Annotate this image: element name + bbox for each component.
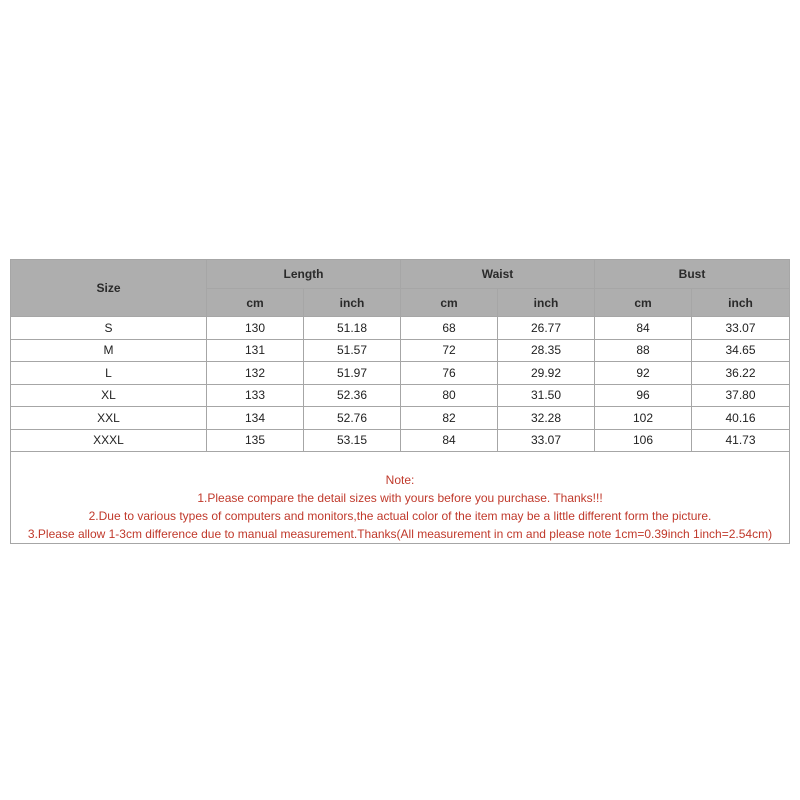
table-row — [11, 317, 790, 340]
value-cell: 72 — [401, 339, 498, 362]
note-line-3: 3.Please allow 1-3cm difference due to manual measurement.Thanks(All measurement in cm and please note 1cm=0.39inch 1inch=2.54cm) — [27, 527, 773, 541]
value-cell: 88 — [595, 339, 692, 362]
size-header: Size — [11, 260, 207, 317]
table-row — [11, 339, 790, 362]
notes-row — [11, 452, 790, 544]
value-cell: 37.80 — [692, 384, 790, 407]
value-cell: 96 — [595, 384, 692, 407]
bust-header: Bust — [595, 260, 790, 289]
value-cell: 82 — [401, 407, 498, 430]
value-cell: 102 — [595, 407, 692, 430]
note-line-2: 2.Due to various types of computers and monitors,the actual color of the item may be a little different form the picture. — [88, 509, 712, 523]
value-cell: 84 — [401, 429, 498, 452]
value-cell: 131 — [207, 339, 304, 362]
value-cell: 34.65 — [692, 339, 790, 362]
value-cell: 130 — [207, 317, 304, 340]
size-cell: XL — [11, 384, 207, 407]
size-cell: M — [11, 339, 207, 362]
value-cell: 52.36 — [304, 384, 401, 407]
unit-header: inch — [304, 289, 401, 317]
value-cell: 33.07 — [498, 429, 595, 452]
waist-header: Waist — [401, 260, 595, 289]
length-header: Length — [207, 260, 401, 289]
unit-header: inch — [498, 289, 595, 317]
value-cell: 53.15 — [304, 429, 401, 452]
table-row — [11, 429, 790, 452]
value-cell: 26.77 — [498, 317, 595, 340]
unit-header: cm — [207, 289, 304, 317]
note-line-1: 1.Please compare the detail sizes with yours before you purchase. Thanks!!! — [197, 491, 603, 505]
value-cell: 29.92 — [498, 362, 595, 385]
size-table — [10, 259, 790, 544]
table-row — [11, 384, 790, 407]
value-cell: 80 — [401, 384, 498, 407]
size-cell: L — [11, 362, 207, 385]
value-cell: 32.28 — [498, 407, 595, 430]
value-cell: 51.18 — [304, 317, 401, 340]
header-row-groups — [11, 260, 790, 289]
unit-header: cm — [595, 289, 692, 317]
table-row — [11, 362, 790, 385]
value-cell: 84 — [595, 317, 692, 340]
value-cell: 33.07 — [692, 317, 790, 340]
value-cell: 51.57 — [304, 339, 401, 362]
value-cell: 36.22 — [692, 362, 790, 385]
size-cell: S — [11, 317, 207, 340]
value-cell: 76 — [401, 362, 498, 385]
value-cell: 133 — [207, 384, 304, 407]
table-row — [11, 407, 790, 430]
size-cell: XXL — [11, 407, 207, 430]
note-title: Note: — [385, 473, 415, 487]
value-cell: 134 — [207, 407, 304, 430]
value-cell: 135 — [207, 429, 304, 452]
value-cell: 28.35 — [498, 339, 595, 362]
value-cell: 51.97 — [304, 362, 401, 385]
notes-cell — [11, 452, 790, 544]
unit-header: inch — [692, 289, 790, 317]
notes-block — [11, 452, 789, 543]
size-chart — [10, 259, 789, 544]
value-cell: 68 — [401, 317, 498, 340]
value-cell: 92 — [595, 362, 692, 385]
value-cell: 40.16 — [692, 407, 790, 430]
value-cell: 31.50 — [498, 384, 595, 407]
size-cell: XXXL — [11, 429, 207, 452]
value-cell: 132 — [207, 362, 304, 385]
value-cell: 106 — [595, 429, 692, 452]
value-cell: 52.76 — [304, 407, 401, 430]
unit-header: cm — [401, 289, 498, 317]
value-cell: 41.73 — [692, 429, 790, 452]
